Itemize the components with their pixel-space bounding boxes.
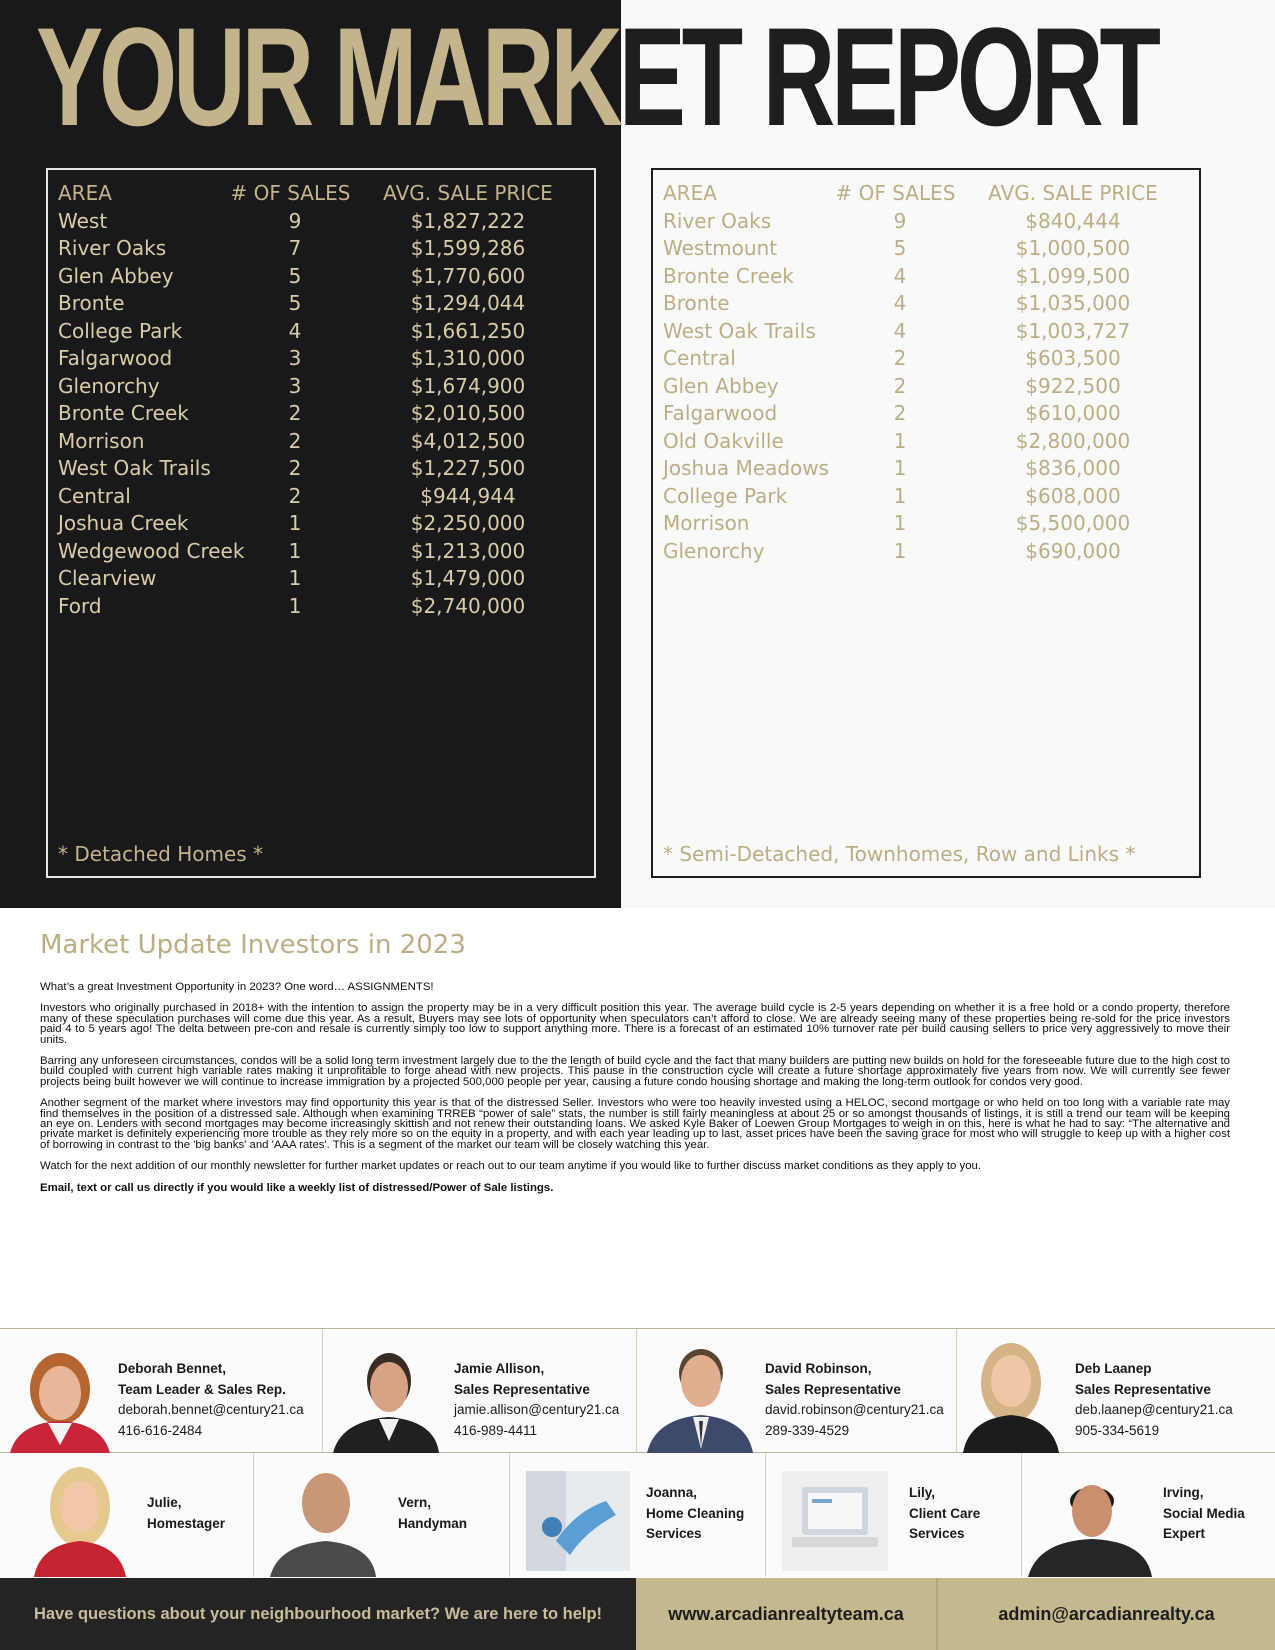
table-row <box>48 400 594 428</box>
service-role: Client Care <box>909 1505 981 1521</box>
sales-cell: 1 <box>288 538 302 563</box>
table-row <box>48 428 594 456</box>
price-cell: $1,000,500 <box>1015 236 1131 260</box>
table-row <box>48 483 594 511</box>
team-member-info <box>765 1359 944 1441</box>
article-closing: Email, text or call us directly if you would like a weekly list of distressed/Power of Sale listings. <box>40 1181 554 1194</box>
sales-team-row <box>0 1328 1275 1453</box>
service-info <box>1163 1483 1245 1545</box>
price-cell: $1,770,600 <box>410 263 526 288</box>
table-header <box>653 180 1199 208</box>
sales-cell: 2 <box>288 401 302 425</box>
area-cell: Ford <box>58 593 102 618</box>
team-member-card <box>0 1329 323 1453</box>
service-role: Social Media <box>1163 1505 1245 1521</box>
table-row <box>653 483 1199 511</box>
team-member-card <box>323 1329 637 1453</box>
member-email[interactable]: jamie.allison@century21.ca <box>454 1402 620 1417</box>
area-cell: College Park <box>663 483 788 508</box>
team-member-info <box>1075 1359 1233 1441</box>
market-update-article <box>40 930 1230 1204</box>
price-cell: $1,294,044 <box>410 291 526 315</box>
member-name: Deb Laanep <box>1075 1361 1152 1376</box>
sales-cell: 1 <box>893 456 907 480</box>
price-cell: $944,944 <box>420 483 516 508</box>
area-cell: Bronte Creek <box>663 263 794 288</box>
price-cell: $1,479,000 <box>410 566 526 590</box>
table-row <box>48 510 594 538</box>
area-cell: Bronte <box>663 291 730 315</box>
price-cell: $4,012,500 <box>410 428 526 453</box>
service-info <box>909 1483 980 1545</box>
sales-cell: 2 <box>288 483 302 508</box>
team-member-info <box>118 1359 304 1441</box>
sales-cell: 4 <box>893 318 907 343</box>
price-cell: $608,000 <box>1025 483 1121 508</box>
area-cell: Wedgewood Creek <box>58 538 245 563</box>
price-cell: $2,010,500 <box>410 401 526 425</box>
team-member-card <box>957 1329 1275 1453</box>
team-member-photo <box>331 1341 439 1453</box>
service-name: Irving, <box>1163 1485 1204 1500</box>
member-phone[interactable]: 416-616-2484 <box>118 1422 203 1438</box>
header-area: AREA <box>58 181 112 205</box>
sales-cell: 9 <box>288 208 302 233</box>
service-role: Home Cleaning <box>646 1505 745 1521</box>
table-row <box>48 373 594 401</box>
team-member-info <box>454 1359 619 1441</box>
price-cell: $690,000 <box>1025 538 1121 563</box>
price-cell: $1,827,222 <box>410 208 526 233</box>
team-member-photo <box>6 1341 114 1453</box>
footer-bar <box>0 1578 1275 1650</box>
semi-detached-table <box>651 168 1201 878</box>
sales-cell: 1 <box>893 483 907 508</box>
price-cell: $2,250,000 <box>410 511 526 535</box>
price-cell: $1,227,500 <box>410 456 526 480</box>
article-paragraph: Barring any unforeseen circumstances, condos will be a solid long term investment largely due to the the length of build cycle and the fact that many builders are putting new builds on hold for the foreseeable future due to the high cost to build coupled with current high variable rates making it unprofitable to forge ahead with new projects. This pause in the construction cycle will create a future shortage approximately five years from now. We will currently see fewer projects being built however we will continue to increase immigration by a projected 500,000 people per year, causing a future condo housing shortage and making the long-term outlook for condos very good. <box>40 1055 1230 1088</box>
team-member-photo <box>643 1337 753 1453</box>
table-row <box>653 208 1199 236</box>
service-photo <box>526 1471 630 1571</box>
detached-homes-table <box>46 168 596 878</box>
price-cell: $2,800,000 <box>1015 428 1131 453</box>
table-row <box>653 400 1199 428</box>
price-cell: $1,035,000 <box>1015 291 1131 315</box>
service-role-extra: Expert <box>1163 1526 1206 1541</box>
table-row <box>48 208 594 236</box>
service-role-extra: Services <box>646 1526 702 1541</box>
sales-cell: 7 <box>288 236 302 260</box>
member-phone[interactable]: 416-989-4411 <box>454 1422 538 1438</box>
area-cell: College Park <box>58 318 183 343</box>
service-info <box>147 1493 225 1534</box>
service-photo <box>782 1471 888 1571</box>
member-role: Sales Representative <box>1075 1381 1211 1397</box>
sales-cell: 2 <box>893 346 907 370</box>
price-cell: $1,661,250 <box>410 318 526 343</box>
table-row <box>653 455 1199 483</box>
member-role: Team Leader & Sales Rep. <box>118 1381 286 1397</box>
price-cell: $5,500,000 <box>1015 511 1131 535</box>
table-row <box>653 318 1199 346</box>
area-cell: Falgarwood <box>663 401 778 425</box>
area-cell: Joshua Meadows <box>663 456 830 480</box>
area-cell: Clearview <box>58 566 157 590</box>
sales-cell: 2 <box>893 373 907 398</box>
table-row <box>48 345 594 373</box>
area-cell: River Oaks <box>58 236 167 260</box>
service-info <box>398 1493 467 1534</box>
table-row <box>653 263 1199 291</box>
member-email[interactable]: deb.laanep@century21.ca <box>1075 1402 1233 1417</box>
table-row <box>48 318 594 346</box>
area-cell: Glenorchy <box>663 538 765 563</box>
service-photo <box>1026 1465 1152 1577</box>
sales-cell: 1 <box>288 566 302 590</box>
area-cell: Central <box>58 483 131 508</box>
service-card <box>1022 1453 1275 1577</box>
sales-cell: 9 <box>893 208 907 233</box>
header-sales: # OF SALES <box>230 181 351 205</box>
header-area: AREA <box>663 181 717 205</box>
area-cell: Bronte Creek <box>58 401 189 425</box>
table-row <box>48 290 594 318</box>
area-cell: West Oak Trails <box>58 456 211 480</box>
price-cell: $610,000 <box>1025 401 1121 425</box>
member-email[interactable]: deborah.bennet@century21.ca <box>118 1402 304 1417</box>
price-cell: $836,000 <box>1025 456 1121 480</box>
member-phone[interactable]: 289-339-4529 <box>765 1422 850 1438</box>
sales-cell: 4 <box>893 291 907 315</box>
price-cell: $1,310,000 <box>410 346 526 370</box>
team-member-card <box>637 1329 957 1453</box>
table-row <box>653 510 1199 538</box>
table-header <box>48 180 594 208</box>
sales-cell: 3 <box>288 373 302 398</box>
table-row <box>653 373 1199 401</box>
service-info <box>646 1483 744 1545</box>
service-name: Lily, <box>909 1485 936 1500</box>
article-paragraph: Another segment of the market where investors may find opportunity this year is that of the distressed Seller. Investors who were too heavily invested using a HELOC, second mortgage or who held on too long with a variable rate may find themselves in the position of a distressed sale. Although when examining TRREB “power of sale” stats, the number is still fairly meaningless at about 25 or so amongst thousands of listings, it is still a trend our team will be keeping an eye on. Lenders with second mortgages may become increasingly skittish and not renew their outstanding loans. We asked Kyle Baker of Loewen Group Mortgages to weigh in on this, here is what he had to say: “The alternative and private market is definitely experiencing more trouble as they rely more so on the equity in a property, and with each year leading up to last, asset prices have been the saving grace for most who will struggle to keep up with a higher cost of borrowing in contrast to the 'big banks' and 'AAA rates'. This is a segment of the market our team will be closely watching this year. <box>40 1097 1230 1151</box>
article-paragraph: Investors who originally purchased in 2018+ with the intention to assign the property may be in a very difficult position this year. The average build cycle is 2-5 years depending on whether it is a free hold or a condo property, therefore many of these speculation purchases will come due this year. As a result, Buyers may see lots of opportunity when speculators can’t afford to close. We are already seeing many of these properties being re-sold for the price investors paid 4 to 5 years ago! The delta between pre-con and resale is currently simply too low to support anything more. There is a forecast of an estimated 10% turnover rate per build causing sellers to price very aggressively to move their units. <box>40 1002 1230 1046</box>
price-cell: $1,674,900 <box>410 373 526 398</box>
area-cell: West Oak Trails <box>663 318 816 343</box>
area-cell: Joshua Creek <box>58 511 189 535</box>
sales-cell: 1 <box>288 511 302 535</box>
service-card <box>766 1453 1022 1577</box>
member-phone[interactable]: 905-334-5619 <box>1075 1422 1160 1438</box>
area-cell: Morrison <box>58 428 145 453</box>
header-price: AVG. SALE PRICE <box>988 181 1158 205</box>
service-role: Handyman <box>398 1515 468 1531</box>
member-name: David Robinson, <box>765 1361 872 1376</box>
service-name: Julie, <box>147 1495 182 1510</box>
price-cell: $1,003,727 <box>1015 318 1131 343</box>
member-role: Sales Representative <box>765 1381 901 1397</box>
table-row <box>653 345 1199 373</box>
area-cell: Glen Abbey <box>663 373 779 398</box>
sales-cell: 4 <box>288 318 302 343</box>
header-sales: # OF SALES <box>835 181 956 205</box>
article-paragraph: Watch for the next addition of our monthly newsletter for further market updates or reach out to our team anytime if you would like to further discuss market conditions as they apply to you. <box>40 1160 982 1173</box>
footer-tagline: Have questions about your neighbourhood market? We are here to help! <box>0 1578 636 1650</box>
table-row <box>48 538 594 566</box>
table-row <box>48 565 594 593</box>
service-photo <box>30 1461 130 1577</box>
table-row <box>653 290 1199 318</box>
service-name: Vern, <box>398 1495 432 1510</box>
service-name: Joanna, <box>646 1485 698 1500</box>
area-cell: Morrison <box>663 511 750 535</box>
area-cell: Glenorchy <box>58 373 160 398</box>
sales-cell: 5 <box>288 291 302 315</box>
sales-cell: 1 <box>893 538 907 563</box>
article-heading: Market Update Investors in 2023 <box>40 930 466 960</box>
price-cell: $2,740,000 <box>410 593 526 618</box>
sales-cell: 2 <box>288 456 302 480</box>
area-cell: Falgarwood <box>58 346 173 370</box>
table-row <box>653 428 1199 456</box>
sales-cell: 2 <box>893 401 907 425</box>
service-role-extra: Services <box>909 1526 965 1541</box>
table-row <box>48 593 594 621</box>
sales-cell: 2 <box>288 428 302 453</box>
area-cell: River Oaks <box>663 208 772 233</box>
service-photo <box>268 1459 376 1577</box>
price-cell: $840,444 <box>1025 208 1121 233</box>
sales-cell: 4 <box>893 263 907 288</box>
price-cell: $1,213,000 <box>410 538 526 563</box>
area-cell: Old Oakville <box>663 428 784 453</box>
service-card <box>254 1453 510 1577</box>
detached-footnote: * Detached Homes * <box>58 842 264 866</box>
sales-cell: 5 <box>288 263 302 288</box>
price-cell: $1,099,500 <box>1015 263 1131 288</box>
header-price: AVG. SALE PRICE <box>383 181 553 205</box>
member-email[interactable]: david.robinson@century21.ca <box>765 1402 944 1417</box>
services-row <box>0 1453 1275 1578</box>
article-paragraph: What’s a great Investment Opportunity in 2023? One word… ASSIGNMENTS! <box>40 981 434 993</box>
sales-cell: 1 <box>893 511 907 535</box>
table-row <box>48 263 594 291</box>
table-row <box>653 538 1199 566</box>
semi-footnote: * Semi-Detached, Townhomes, Row and Links * <box>663 842 1136 866</box>
sales-cell: 1 <box>288 593 302 618</box>
area-cell: Westmount <box>663 236 778 260</box>
price-cell: $1,599,286 <box>410 236 526 260</box>
area-cell: Bronte <box>58 291 125 315</box>
footer-website-link[interactable]: www.arcadianrealtyteam.ca <box>636 1578 938 1650</box>
member-name: Jamie Allison, <box>454 1361 545 1376</box>
footer-email-link[interactable]: admin@arcadianrealty.ca <box>938 1578 1275 1650</box>
table-row <box>48 235 594 263</box>
team-member-photo <box>961 1335 1061 1453</box>
sales-cell: 1 <box>893 428 907 453</box>
table-row <box>653 235 1199 263</box>
area-cell: Central <box>663 346 736 370</box>
table-row <box>48 455 594 483</box>
service-role: Homestager <box>147 1515 226 1531</box>
page-title: YOUR MARKET REPORT <box>36 0 1157 155</box>
service-card <box>0 1453 254 1577</box>
price-cell: $603,500 <box>1025 346 1121 370</box>
price-cell: $922,500 <box>1025 373 1121 398</box>
area-cell: Glen Abbey <box>58 263 174 288</box>
area-cell: West <box>58 208 108 233</box>
member-role: Sales Representative <box>454 1381 590 1397</box>
sales-cell: 3 <box>288 346 302 370</box>
service-card <box>510 1453 766 1577</box>
member-name: Deborah Bennet, <box>118 1361 227 1376</box>
sales-cell: 5 <box>893 236 907 260</box>
